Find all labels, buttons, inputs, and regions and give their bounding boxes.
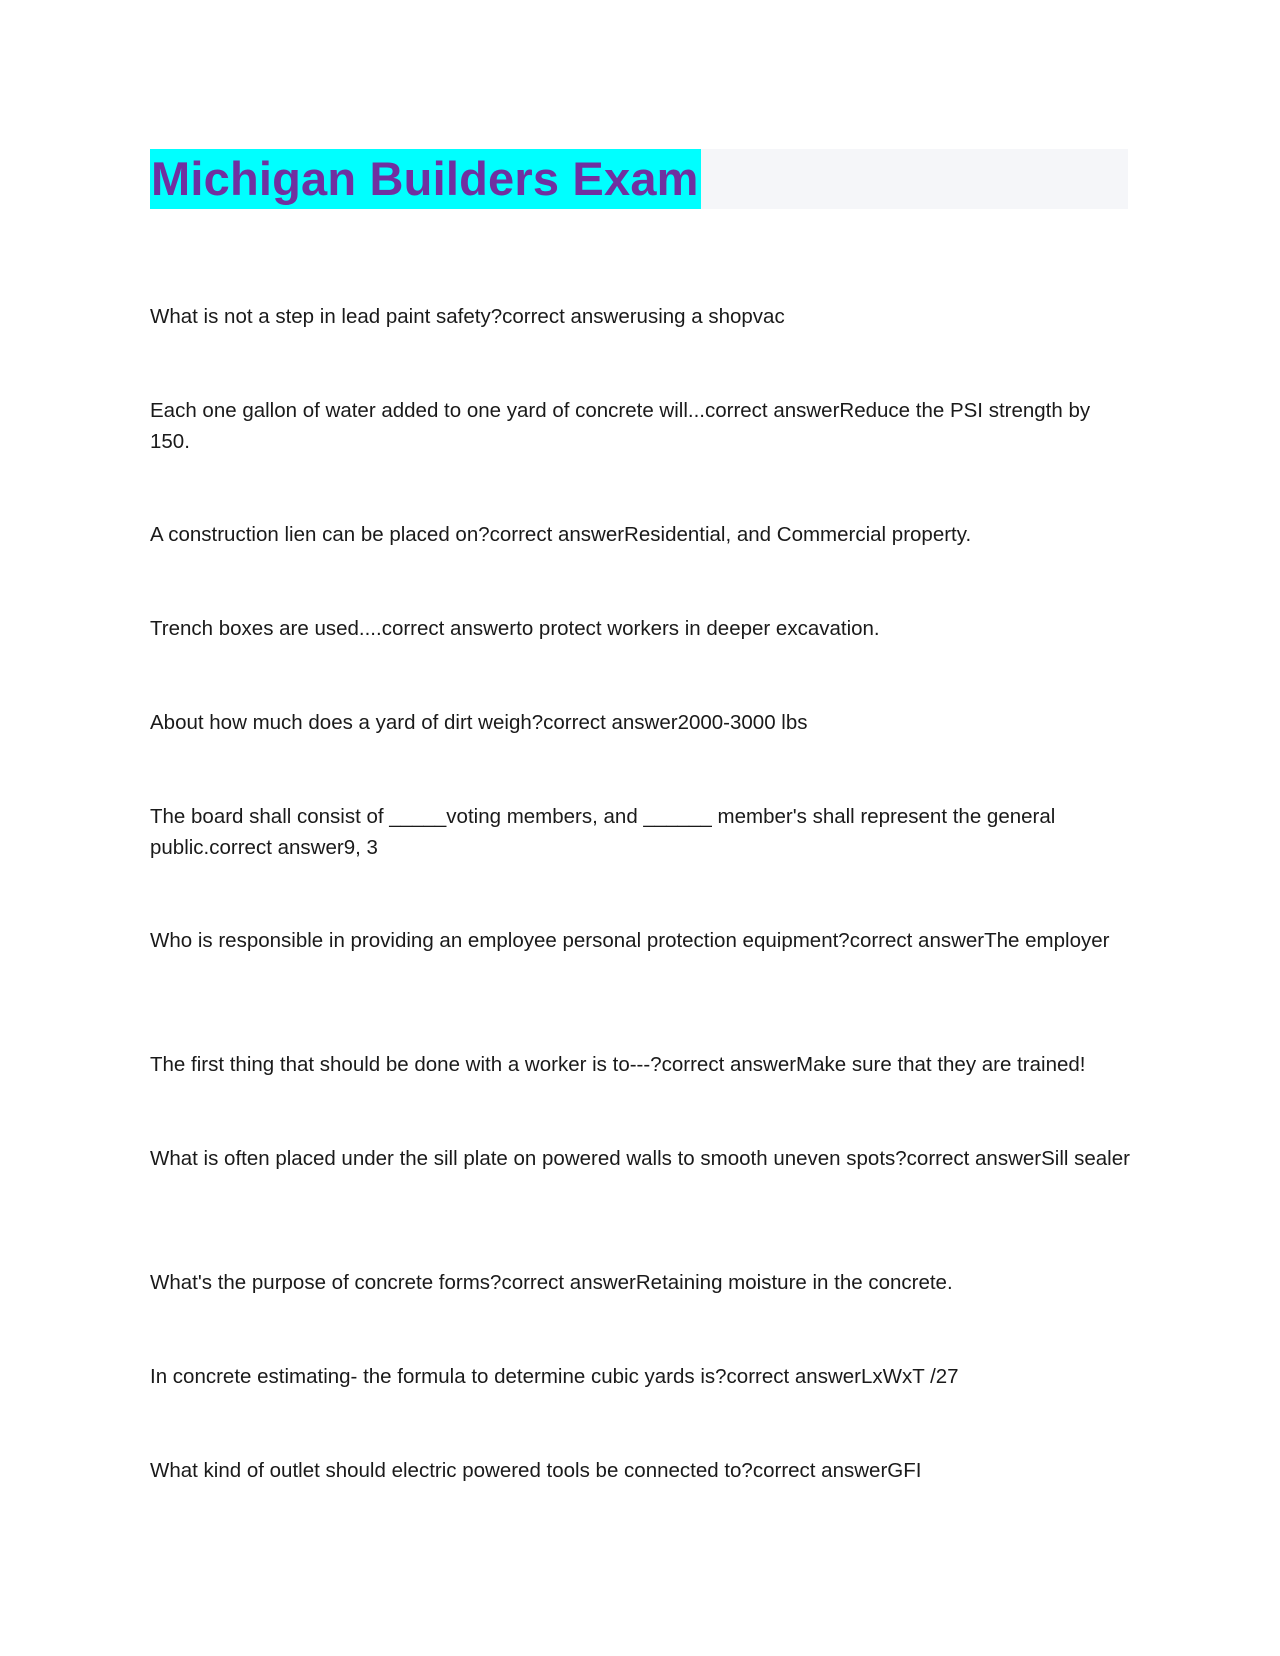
qa-item-12: What kind of outlet should electric powered tools be connected to?correct answerGFI xyxy=(150,1459,922,1482)
qa-item-10: What's the purpose of concrete forms?correct answerRetaining moisture in the concrete. xyxy=(150,1271,953,1294)
qa-item-7: Who is responsible in providing an employee personal protection equipment?correct answerThe employer xyxy=(150,929,1110,952)
qa-item-3: A construction lien can be placed on?correct answerResidential, and Commercial property. xyxy=(150,523,972,546)
qa-item-8: The first thing that should be done with a worker is to---?correct answerMake sure that they are trained! xyxy=(150,1053,1086,1076)
qa-item-9: What is often placed under the sill plate on powered walls to smooth uneven spots?correct answerSill sealer xyxy=(150,1147,1130,1170)
qa-item-2: Each one gallon of water added to one yard of concrete will...correct answerReduce the PSI strength by 150. xyxy=(150,399,1096,453)
document-title: Michigan Builders Exam xyxy=(151,152,699,205)
title-highlight xyxy=(150,149,701,209)
qa-item-11: In concrete estimating- the formula to determine cubic yards is?correct answerLxWxT /27 xyxy=(150,1365,959,1388)
qa-item-4: Trench boxes are used....correct answerto protect workers in deeper excavation. xyxy=(150,617,880,640)
qa-item-1: What is not a step in lead paint safety?correct answerusing a shopvac xyxy=(150,305,785,328)
qa-item-5: About how much does a yard of dirt weigh?correct answer2000-3000 lbs xyxy=(150,711,808,734)
qa-item-6: The board shall consist of _____voting members, and ______ member's shall represent the general public.correct answer9, 3 xyxy=(150,805,1062,859)
title-bar xyxy=(150,149,1128,209)
